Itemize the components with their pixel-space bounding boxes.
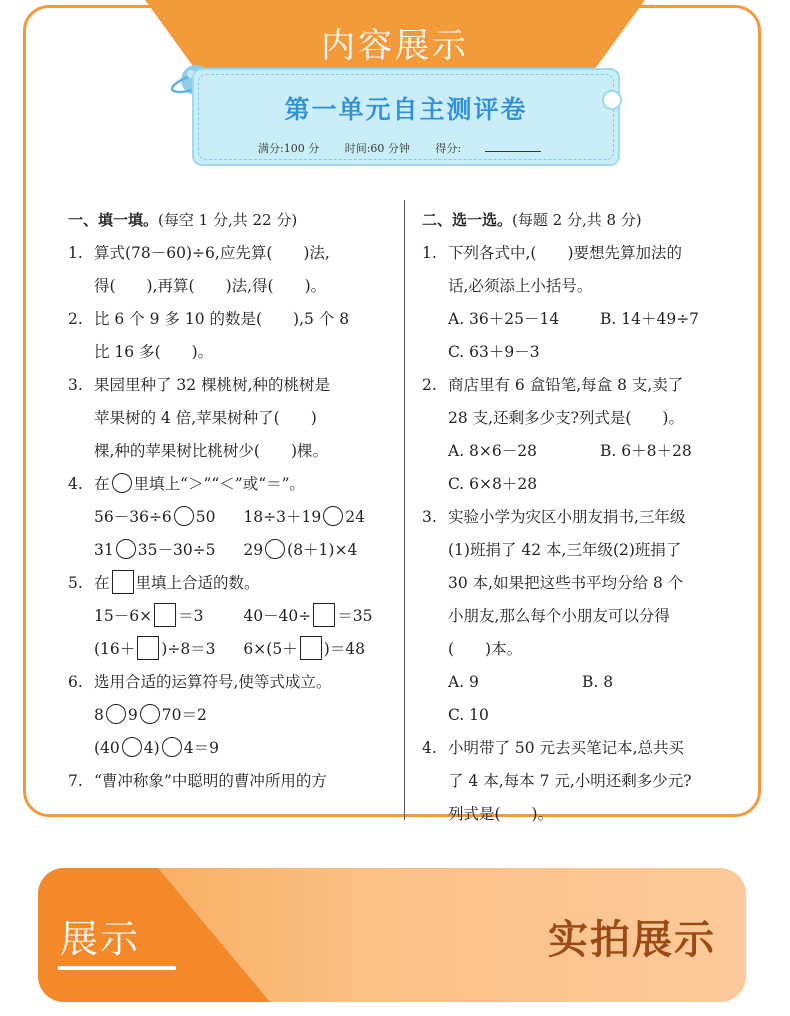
q2-line: 2. 比 6 个 9 多 10 的数是( ),5 个 8 <box>68 310 350 328</box>
choice-q1-options <box>422 336 748 369</box>
score-field: 得分: <box>435 142 563 155</box>
choice-q3: 3. 实验小学为灾区小朋友捐书,三年级 <box>422 508 686 526</box>
right-column <box>422 204 748 831</box>
circle-blank[interactable] <box>140 704 160 724</box>
choice-q4: 列式是( )。 <box>448 805 554 823</box>
option-a[interactable]: A. 36＋25－14 <box>448 310 560 328</box>
choice-q4: 4. 小明带了 50 元去买笔记本,总共买 <box>422 739 685 757</box>
circle-blank[interactable] <box>106 704 126 724</box>
box-blank[interactable] <box>313 603 335 627</box>
option-a[interactable]: A. 8×6－28 <box>448 442 537 460</box>
option-c[interactable]: C. 63＋9－3 <box>448 343 540 361</box>
banner-title: 内容展示 <box>321 26 469 66</box>
choice-q1: 话,必须添上小括号。 <box>448 277 593 295</box>
choice-q4: 了 4 本,每本 7 元,小明还剩多少元? <box>448 772 692 790</box>
q6-row: 8 9 70＝2 <box>94 706 207 724</box>
option-a[interactable]: A. 9 <box>448 673 479 691</box>
left-column <box>68 204 394 798</box>
choice-q3-options <box>422 699 748 732</box>
q7-prompt: 7. “曹冲称象”中聪明的曹冲所用的方 <box>68 772 327 790</box>
q5-prompt: 5. 在 里填上合适的数。 <box>68 567 394 600</box>
circle-blank[interactable] <box>116 539 136 559</box>
circle-blank[interactable] <box>265 539 285 559</box>
circle-blank[interactable] <box>174 506 194 526</box>
choice-q2: 2. 商店里有 6 盒铅笔,每盒 8 支,卖了 <box>422 376 684 394</box>
q5-row: 15－6× ＝3 40－40÷ ＝35 <box>68 600 394 633</box>
option-c[interactable]: C. 10 <box>448 706 489 724</box>
section-1-heading: 一、填一填。(每空 1 分,共 22 分) <box>68 211 298 229</box>
q6-row: (40 4) 4＝9 <box>94 739 219 757</box>
test-title: 第一单元自主测评卷 <box>284 95 528 124</box>
q1-line: 得( ),再算( )法,得( )。 <box>94 277 327 295</box>
q4-row: 31 35－30÷5 29 (8＋1)×4 <box>94 541 358 559</box>
choice-q1: 1. 下列各式中,( )要想先算加法的 <box>422 244 683 262</box>
box-blank[interactable] <box>300 636 322 660</box>
choice-q3-options <box>422 666 748 699</box>
q5-row: (16＋ )÷8＝3 6×(5＋ )＝48 <box>68 633 394 666</box>
q6-prompt: 6. 选用合适的运算符号,使等式成立。 <box>68 673 332 691</box>
circle-blank[interactable] <box>323 506 343 526</box>
q3-line: 苹果树的 4 倍,苹果树种了( ) <box>94 409 317 427</box>
column-divider <box>404 200 405 820</box>
photo-showcase-title: 实拍展示 <box>548 917 716 963</box>
time-limit: 时间:60 分钟 <box>344 142 410 155</box>
circle-blank[interactable] <box>162 737 182 757</box>
showcase-label: 展示 <box>60 917 141 961</box>
choice-q2-options <box>422 435 748 468</box>
option-c[interactable]: C. 6×8＋28 <box>448 475 538 493</box>
choice-q2: 28 支,还剩多少支?列式是( )。 <box>448 409 684 427</box>
box-blank[interactable] <box>137 636 159 660</box>
full-score: 满分:100 分 <box>258 142 320 155</box>
choice-q3: ( )本。 <box>448 640 523 658</box>
showcase-underline <box>58 966 176 970</box>
choice-q3: 30 本,如果把这些书平均分给 8 个 <box>448 574 684 592</box>
q3-line: 棵,种的苹果树比桃树少( )棵。 <box>94 442 329 460</box>
circle-blank[interactable] <box>122 737 142 757</box>
choice-q2-options <box>422 468 748 501</box>
option-b[interactable]: B. 6＋8＋28 <box>600 442 692 460</box>
q4-row: 56－36÷6 50 18÷3＋19 24 <box>94 508 365 526</box>
q3-line: 3. 果园里种了 32 棵桃树,种的桃树是 <box>68 376 331 394</box>
choice-q3: (1)班捐了 42 本,三年级(2)班捐了 <box>448 541 682 559</box>
q1-line: 1. 算式(78－60)÷6,应先算( )法, <box>68 244 330 262</box>
circle-blank <box>112 473 132 493</box>
q2-line: 比 16 多( )。 <box>94 343 214 361</box>
q4-prompt: 4. 在 里填上“＞”“＜”或“＝”。 <box>68 475 306 493</box>
box-blank <box>112 570 134 594</box>
test-meta <box>258 140 585 156</box>
box-blank[interactable] <box>154 603 176 627</box>
choice-q3: 小朋友,那么每个小朋友可以分得 <box>448 607 670 625</box>
option-b[interactable]: B. 8 <box>582 673 614 691</box>
photo-showcase-banner <box>38 868 746 1002</box>
choice-q1-options <box>422 303 748 336</box>
option-b[interactable]: B. 14＋49÷7 <box>600 310 700 328</box>
section-2-heading: 二、选一选。(每题 2 分,共 8 分) <box>422 211 642 229</box>
